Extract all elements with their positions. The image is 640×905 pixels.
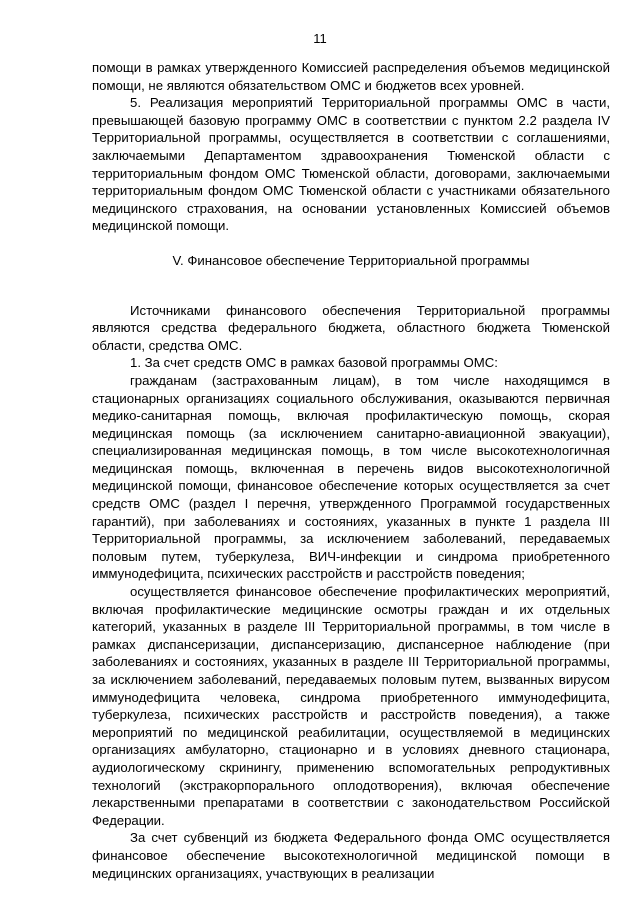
page-number: 11: [313, 31, 327, 46]
paragraph-item-5: 5. Реализация мероприятий Территориальной программы ОМС в части, превышающей базовую программу ОМС в соответствии с пунктом 2.2 раздела IV Территориальной программы, осуществляется в соответствии с соглашениями, заключаемыми Департаментом здравоохранения Тюменской области с территориальным фондом ОМС Тюменской области, договорами, заключаемыми территориальным фондом ОМС Тюменской области с участниками обязательного медицинского страхования, на основании установленных Комиссией объемов медицинской помощи.: [92, 95, 610, 234]
paragraph-preventive: осуществляется финансовое обеспечение профилактических мероприятий, включая профилактические медицинские осмотры граждан и их отдельных категорий, указанных в разделе III Территориальной программы, в том числе в рамках диспансеризации, диспансеризацию, диспансерное наблюдение (при заболеваниях и состояниях, указанных в разделе III Территориальной программы, за исключением заболеваний, передаваемых половым путем, вызванных вирусом иммунодефицита человека, синдрома приобретенного иммунодефицита, туберкулеза, психических расстройств и расстройств поведения), а также мероприятий по медицинской реабилитации, осуществляемой в медицинских организациях амбулаторно, стационарно и в условиях дневного стационара, аудиологическому скринингу, применению вспомогательных репродуктивных технологий (экстракорпорального оплодотворения), включая обеспечение лекарственными препаратами в соответствии с законодательством Российской Федерации.: [92, 584, 610, 828]
paragraph-subventions: За счет субвенций из бюджета Федерального фонда ОМС осуществляется финансовое обеспечение высокотехнологичной медицинской помощи в медицинских организациях, участвующих в реализации: [92, 830, 610, 881]
paragraph-funding-sources: Источниками финансового обеспечения Территориальной программы являются средства федерального бюджета, областного бюджета Тюменской области, средства ОМС.: [92, 302, 610, 353]
section-title: V. Финансовое обеспечение Территориальной программы: [172, 252, 530, 268]
paragraph-item-1: 1. За счет средств ОМС в рамках базовой программы ОМС:: [130, 355, 498, 371]
paragraph-continuation: помощи в рамках утвержденного Комиссией распределения объемов медицинской помощи, не являются обязательством ОМС и бюджетов всех уровней.: [92, 60, 610, 93]
document-body: [92, 59, 610, 882]
paragraph-citizens: гражданам (застрахованным лицам), в том числе находящимся в стационарных организациях социального обслуживания, оказываются первичная медико-санитарная помощь, включая профилактическую помощь, скорая медицинская помощь (за исключением санитарно-авиационной эвакуации), специализированная медицинская помощь, в том числе высокотехнологичная медицинская помощь, включенная в перечень видов высокотехнологичной медицинской помощи, финансовое обеспечение которых осуществляется за счет средств ОМС (раздел I перечня, утвержденного Программой государственных гарантий), при заболеваниях и состояниях, указанных в пункте 1 раздела III Территориальной программы, за исключением заболеваний, передаваемых половым путем, туберкулеза, ВИЧ-инфекции и синдрома приобретенного иммунодефицита, психических расстройств и расстройств поведения;: [92, 372, 610, 582]
